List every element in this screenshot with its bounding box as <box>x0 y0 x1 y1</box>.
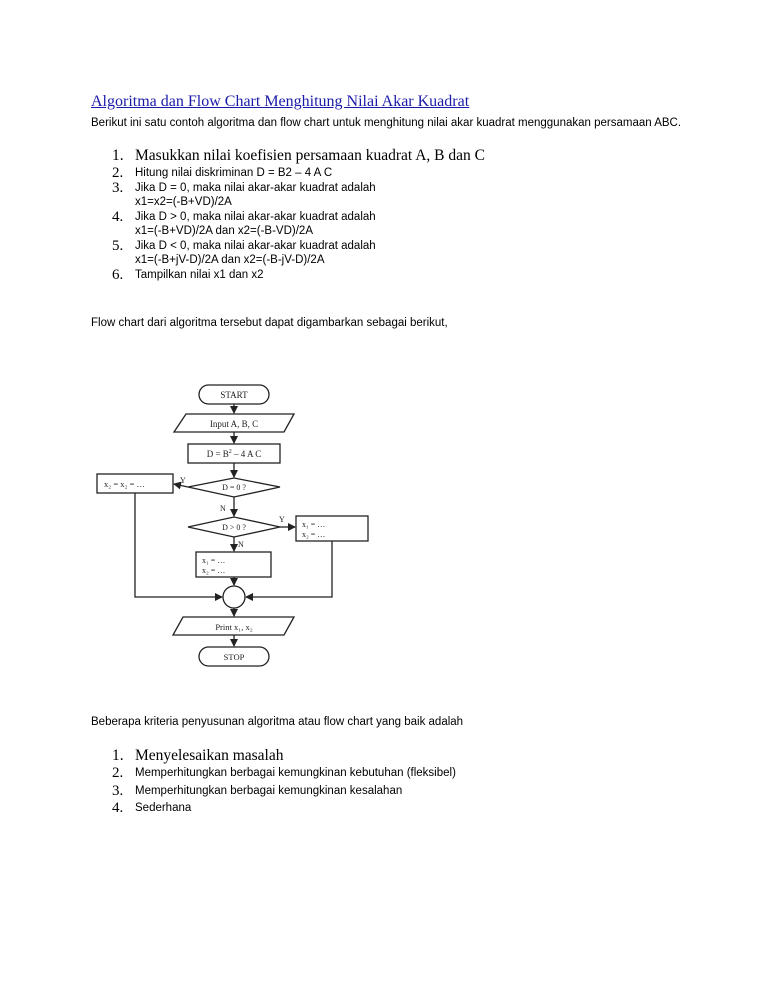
list-number: 1. <box>112 747 124 764</box>
compute-suffix: – 4 A C <box>231 449 262 459</box>
list-number: 4. <box>112 800 124 816</box>
decision1-label: D = 0 ? <box>222 483 246 492</box>
print-label: Print x₁, x₂ <box>215 622 253 632</box>
list-number: 3. <box>112 179 124 196</box>
yes-label-1: Y <box>180 476 186 485</box>
box-negative-line2: x₂ = … <box>202 566 226 575</box>
step-formula: x1=x2=(-B+VD)/2A <box>135 196 232 208</box>
criteria-text: Memperhitungkan berbagai kemungkinan kebutuhan (fleksibel) <box>135 767 456 779</box>
intro-paragraph: Berikut ini satu contoh algoritma dan flow chart untuk menghitung nilai akar kuadrat menggunakan persamaan ABC. <box>91 117 682 129</box>
compute-superscript: 2 <box>228 449 232 455</box>
decision2-label: D > 0 ? <box>222 523 246 532</box>
box-positive-line1: x₁ = … <box>302 520 326 529</box>
box-equal-label: x₂ = x₂ = … <box>104 479 146 489</box>
no-label-1: N <box>220 504 226 513</box>
step-text: Jika D > 0, maka nilai akar-akar kuadrat adalah <box>135 210 376 223</box>
list-number: 6. <box>112 266 124 283</box>
criteria-text: Sederhana <box>135 802 192 814</box>
list-item <box>112 766 672 781</box>
criteria-list <box>112 746 672 816</box>
list-number: 5. <box>112 237 124 254</box>
list-number: 3. <box>112 782 124 799</box>
criteria-text: Memperhitungkan berbagai kemungkinan kesalahan <box>135 784 403 797</box>
list-number: 1. <box>112 147 124 164</box>
list-item <box>112 746 672 765</box>
box-positive-line2: x₂ = … <box>302 530 326 539</box>
step-text: Tampilkan nilai x1 dan x2 <box>135 268 264 281</box>
page-title[interactable]: Algoritma dan Flow Chart Menghitung Nilai Akar Kuadrat <box>91 93 470 110</box>
step-text: Hitung nilai diskriminan D = B2 – 4 A C <box>135 167 333 179</box>
no-label-2: N <box>238 540 244 549</box>
step-text: Masukkan nilai koefisien persamaan kuadrat A, B dan C <box>135 147 485 164</box>
compute-prefix: D = B <box>206 449 229 459</box>
step-text: Jika D < 0, maka nilai akar-akar kuadrat adalah <box>135 239 376 252</box>
list-number: 2. <box>112 765 124 781</box>
list-number: 4. <box>112 208 124 225</box>
line-left-to-connector <box>135 493 222 597</box>
connector-circle <box>223 586 245 608</box>
box-negative-line1: x₁ = … <box>202 556 226 565</box>
input-label: Input A, B, C <box>209 419 259 429</box>
list-item <box>112 801 672 816</box>
stop-label: STOP <box>223 652 245 662</box>
yes-label-2: Y <box>279 515 285 524</box>
criteria-intro: Beberapa kriteria penyusunan algoritma atau flow chart yang baik adalah <box>91 716 464 728</box>
flowchart-intro: Flow chart dari algoritma tersebut dapat digambarkan sebagai berikut, <box>91 317 448 329</box>
criteria-text: Menyelesaikan masalah <box>135 747 284 764</box>
step-formula: x1=(-B+jV-D)/2A dan x2=(-B-jV-D)/2A <box>135 254 325 266</box>
step-formula: x1=(-B+VD)/2A dan x2=(-B-VD)/2A <box>135 225 314 237</box>
compute-label <box>207 449 262 459</box>
list-number: 2. <box>112 165 124 181</box>
list-item <box>112 784 672 799</box>
start-label: START <box>220 390 248 400</box>
step-text: Jika D = 0, maka nilai akar-akar kuadrat adalah <box>135 181 376 194</box>
